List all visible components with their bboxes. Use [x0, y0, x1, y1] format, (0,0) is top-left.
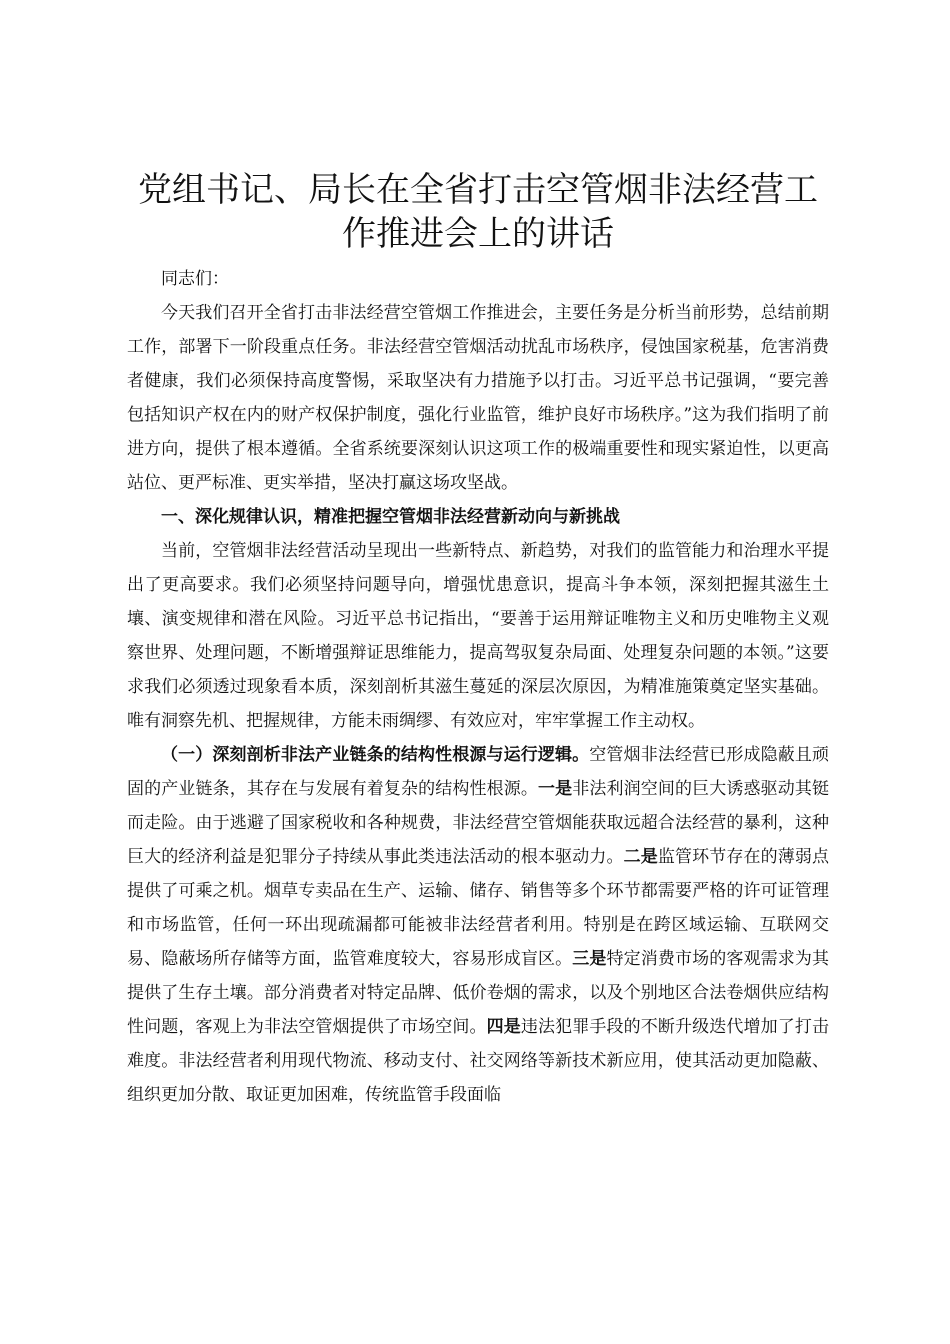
subsection-1-text-5: 违法犯罪手段的不断升级迭代增加了打击难度。非法经营者利用现代物流、移动支付、社交网络等新技术新应用，使其活动更加隐蔽、组织更加分散、取证更加困难，传统监管手段面临 — [127, 1017, 829, 1105]
subsection-1-text-3: 监管环节存在的薄弱点提供了可乘之机。烟草专卖品在生产、运输、储存、销售等多个环节都需要严格的许可证管理和市场监管，任何一环出现疏漏都可能被非法经营者利用。特别是在跨区域运输、互联网交易、隐蔽场所存储等方面，监管难度较大，容易形成盲区。 — [127, 847, 829, 969]
document-title: 党组书记、局长在全省打击空管烟非法经营工作推进会上的讲话 — [138, 170, 818, 254]
subsection-1-text-2: 非法利润空间的巨大诱惑驱动其铤而走险。由于逃避了国家税收和各种规费，非法经营空管烟能获取远超合法经营的暴利，这种巨大的经济利益是犯罪分子持续从事此类违法活动的根本驱动力。 — [127, 779, 829, 867]
subsection-1-heading: （一）深刻剖析非法产业链条的结构性根源与运行逻辑。 — [161, 745, 590, 765]
point-marker-2: 二是 — [623, 847, 658, 867]
section-1-paragraph: 当前，空管烟非法经营活动呈现出一些新特点、新趋势，对我们的监管能力和治理水平提出了更高要求。我们必须坚持问题导向，增强忧患意识，提高斗争本领，深刻把握其滋生土壤、演变规律和潜在风险。习近平总书记指出，“要善于运用辩证唯物主义和历史唯物主义观察世界、处理问题，不断增强辩证思维能力，提高驾驭复杂局面、处理复杂问题的本领。”这要求我们必须透过现象看本质，深刻剖析其滋生蔓延的深层次原因，为精准施策奠定坚实基础。唯有洞察先机、把握规律，方能未雨绸缪、有效应对，牢牢掌握工作主动权。 — [127, 541, 829, 731]
document-body — [127, 168, 829, 1112]
point-marker-3: 三是 — [572, 949, 607, 969]
intro-paragraph: 今天我们召开全省打击非法经营空管烟工作推进会，主要任务是分析当前形势，总结前期工作，部署下一阶段重点任务。非法经营空管烟活动扰乱市场秩序，侵蚀国家税基，危害消费者健康，我们必须保持高度警惕，采取坚决有力措施予以打击。习近平总书记强调，“要完善包括知识产权在内的财产权保护制度，强化行业监管，维护良好市场秩序。”这为我们指明了前进方向，提供了根本遵循。全省系统要深刻认识这项工作的极端重要性和现实紧迫性，以更高站位、更严标准、更实举措，坚决打赢这场攻坚战。 — [127, 303, 829, 493]
subsection-1-text-4: 特定消费市场的客观需求为其提供了生存土壤。部分消费者对特定品牌、低价卷烟的需求，以及个别地区合法卷烟供应结构性问题，客观上为非法空管烟提供了市场空间。 — [127, 949, 829, 1037]
point-marker-1: 一是 — [538, 779, 573, 799]
salutation: 同志们： — [161, 269, 229, 289]
section-1-heading: 一、深化规律认识，精准把握空管烟非法经营新动向与新挑战 — [161, 507, 620, 527]
subsection-1-paragraph — [127, 738, 829, 1112]
subsection-1-text-1: 空管烟非法经营已形成隐蔽且顽固的产业链条，其存在与发展有着复杂的结构性根源。 — [127, 745, 830, 799]
point-marker-4: 四是 — [486, 1017, 521, 1037]
